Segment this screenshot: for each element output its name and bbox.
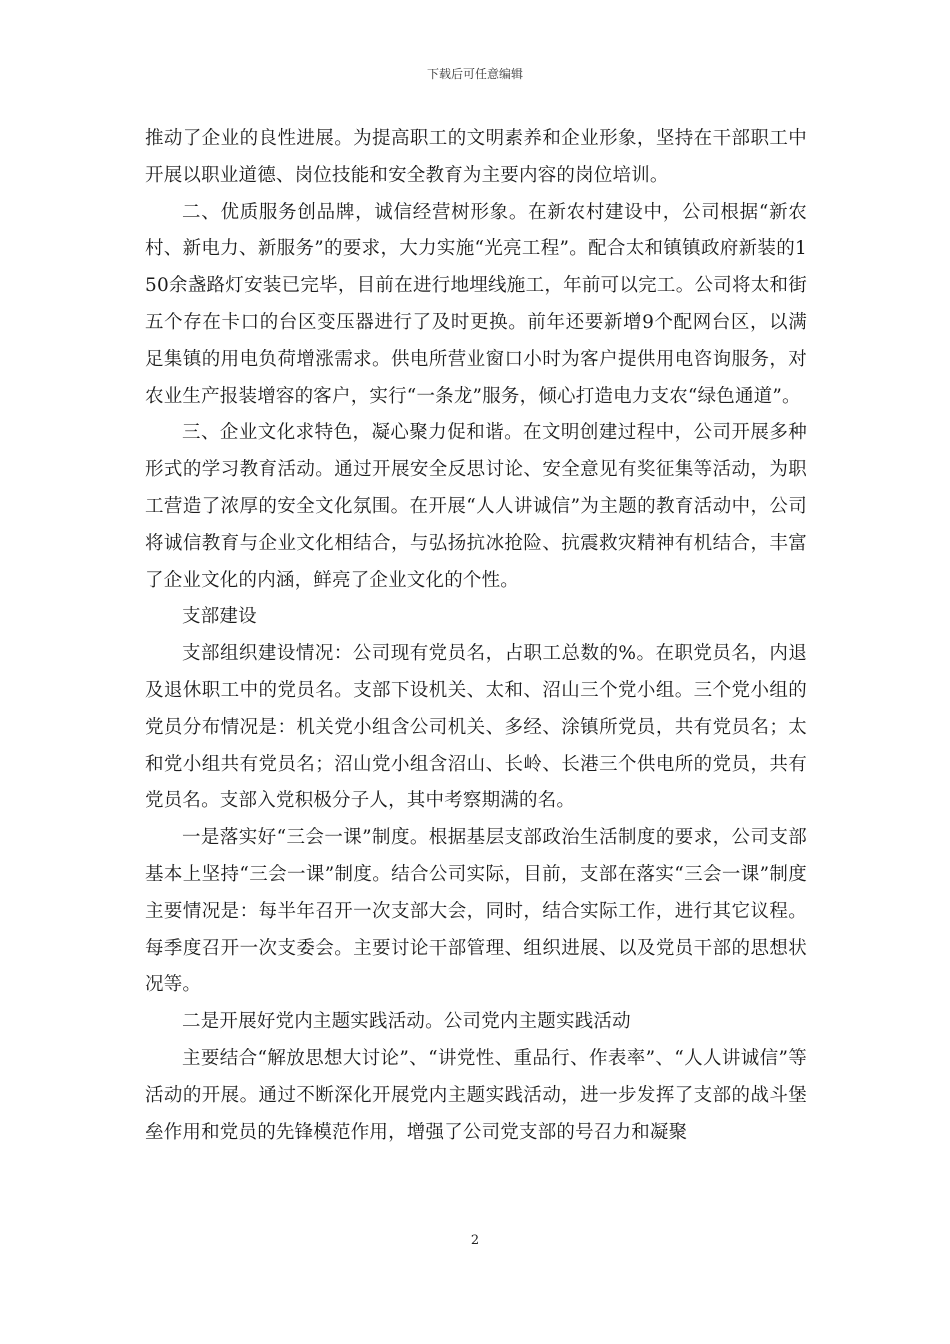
page-header: 下载后可任意编辑	[426, 67, 523, 81]
paragraph-theme-practice: 二是开展好党内主题实践活动。公司党内主题实践活动	[182, 1011, 631, 1033]
paragraph-continuation: 推动了企业的良性进展。为提高职工的文明素养和企业形象，坚持在干部职工中开展以职业道德、岗位技能和安全教育为主要内容的岗位培训。	[145, 128, 807, 186]
paragraph-three-meetings: 一是落实好“三会一课”制度。根据基层支部政治生活制度的要求，公司支部基本上坚持“三会一课”制度。结合公司实际，目前，支部在落实“三会一课”制度主要情况是：每半年召开一次支部大会，同时，结合实际工作，进行其它议程。每季度召开一次支委会。主要讨论干部管理、组织进展、以及党员干部的思想状况等。	[145, 827, 807, 996]
section-heading-branch-building: 支部建设	[182, 606, 257, 628]
page-number: 2	[470, 1233, 480, 1248]
paragraph-theme-activities: 主要结合“解放思想大讨论”、“讲党性、重品行、作表率”、“人人讲诚信”等活动的开展。通过不断深化开展党内主题实践活动，进一步发挥了支部的战斗堡垒作用和党员的先锋模范作用，增强了公司党支部的号召力和凝聚	[145, 1047, 807, 1143]
paragraph-quality-service: 二、优质服务创品牌，诚信经营树形象。在新农村建设中，公司根据“新农村、新电力、新服务”的要求，大力实施“光亮工程”。配合太和镇镇政府新装的150余盏路灯安装已完毕，目前在进行地埋线施工，年前可以完工。公司将太和街五个存在卡口的台区变压器进行了及时更换。前年还要新增9个配网台区，以满足集镇的用电负荷增涨需求。供电所营业窗口小时为客户提供用电咨询服务，对农业生产报装增容的客户，实行“一条龙”服务，倾心打造电力支农“绿色通道”。	[145, 201, 807, 407]
paragraph-corporate-culture: 三、企业文化求特色，凝心聚力促和谐。在文明创建过程中，公司开展多种形式的学习教育活动。通过开展安全反思讨论、安全意见有奖征集等活动，为职工营造了浓厚的安全文化氛围。在开展“人人讲诚信”为主题的教育活动中，公司将诚信教育与企业文化相结合，与弘扬抗冰抢险、抗震救灾精神有机结合，丰富了企业文化的内涵，鲜亮了企业文化的个性。	[145, 422, 807, 591]
document-body	[145, 121, 807, 1151]
paragraph-branch-organization: 支部组织建设情况：公司现有党员名，占职工总数的%。在职党员名，内退及退休职工中的党员名。支部下设机关、太和、沼山三个党小组。三个党小组的党员分布情况是：机关党小组含公司机关、多经、涂镇所党员，共有党员名；太和党小组共有党员名；沼山党小组含沼山、长岭、长港三个供电所的党员，共有党员名。支部入党积极分子人，其中考察期满的名。	[145, 643, 807, 812]
